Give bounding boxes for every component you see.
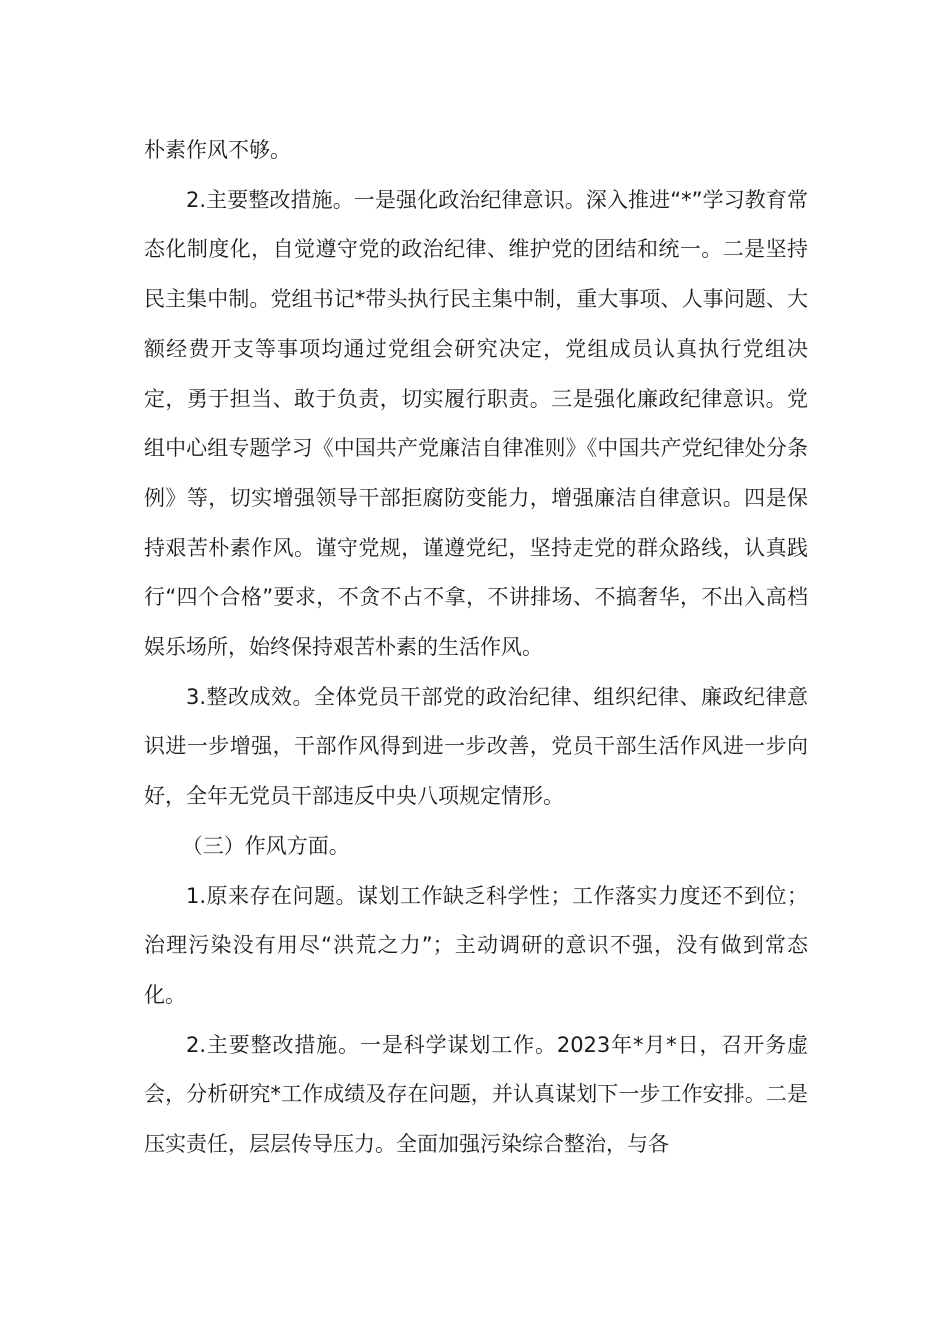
paragraph-original-problems: 1.原来存在问题。谋划工作缺乏科学性；工作落实力度还不到位；治理污染没有用尽“洪荒之力”；主动调研的意识不强，没有做到常态化。 [144, 883, 808, 1007]
paragraph-continuation: 朴素作风不够。 [144, 138, 291, 162]
paragraph-rectification-results: 3.整改成效。全体党员干部党的政治纪律、组织纪律、廉政纪律意识进一步增强，干部作风得到进一步改善，党员干部生活作风进一步向好，全年无党员干部违反中央八项规定情形。 [144, 684, 808, 809]
paragraph-rectification-measures: 2.主要整改措施。一是强化政治纪律意识。深入推进“*”学习教育常态化制度化，自觉遵守党的政治纪律、维护党的团结和统一。二是坚持民主集中制。党组书记*带头执行民主集中制，重大事项、人事问题、大额经费开支等事项均通过党组会研究决定，党组成员认真执行党组决定，勇于担当、敢于负责，切实履行职责。三是强化廉政纪律意识。党组中心组专题学习《中国共产党廉洁自律准则》《中国共产党纪律处分条例》等，切实增强领导干部拒腐防变能力，增强廉洁自律意识。四是保持艰苦朴素作风。谨守党规，谨遵党纪，坚持走党的群众路线，认真践行“四个合格”要求，不贪不占不拿，不讲排场、不搞奢华，不出入高档娱乐场所，始终保持艰苦朴素的生活作风。 [144, 187, 808, 660]
section-heading-work-style: （三）作风方面。 [181, 833, 350, 858]
paragraph-main-measures: 2.主要整改措施。一是科学谋划工作。2023年*月*日，召开务虚会，分析研究*工作成绩及存在问题，并认真谋划下一步工作安排。二是压实责任，层层传导压力。全面加强污染综合整治，与各 [144, 1032, 808, 1157]
document-body [144, 126, 808, 1170]
